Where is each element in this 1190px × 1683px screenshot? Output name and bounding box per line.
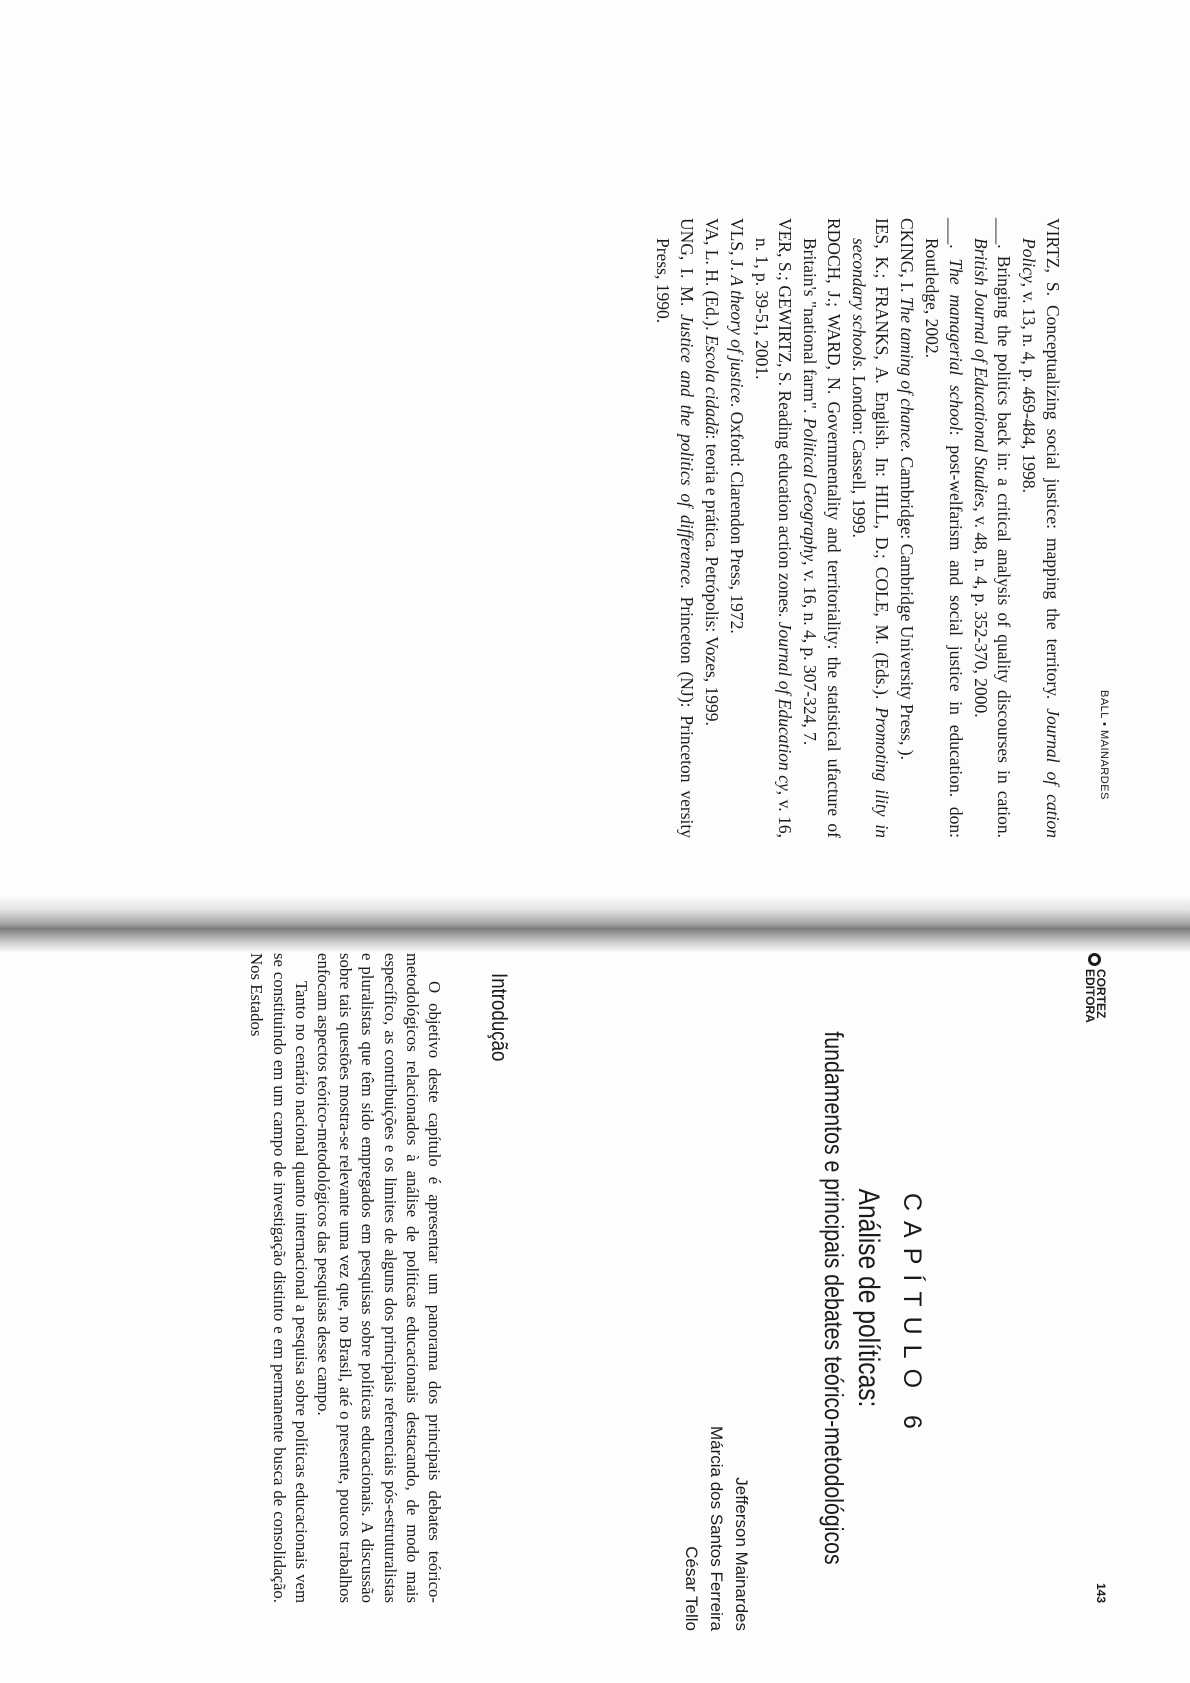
logo-line-1: CORTEZ bbox=[1094, 969, 1108, 1019]
reference-entry: VLS, J. A theory of justice. Oxford: Clarendon Press, 1972. bbox=[727, 218, 747, 634]
author-list bbox=[679, 1383, 754, 1631]
chapter-title-line-2: fundamentos e principais debates teórico-metodológicos bbox=[819, 1031, 849, 1565]
running-head: BALL • MAINARDES bbox=[1098, 690, 1110, 800]
reference-entry: RDOCH, J.; WARD, N. Governmentality and territoriality: the statistical ufacture of Britain's "national farm". Political Geography, v. 16, n. 4, p. 307-324, 7. bbox=[800, 218, 844, 838]
reference-entry: ___. The managerial school: post-welfarism and social justice in education. don: Routledge, 2002. bbox=[922, 218, 966, 839]
cortez-logo-icon bbox=[1089, 953, 1102, 966]
chapter-title-line-1: Análise de políticas: bbox=[852, 1188, 885, 1408]
chapter-title bbox=[817, 1015, 885, 1581]
reference-entry: IES, K.; FRANKS, A. English. In: HILL, D.; COLE, M. (Eds.). Promoting ility in secondary schools. London: Cassell, 1999. bbox=[849, 218, 893, 839]
reference-entry: VIRTZ, S. Conceptualizing social justice: mapping the territory. Journal of cation Policy, v. 13, n. 4, p. 469-484, 1998. bbox=[1019, 218, 1063, 838]
reference-entry: VER, S.; GEWIRTZ, S. Reading education action zones. Journal of Education cy, v. 16, n. 1, p. 39-51, 2001. bbox=[752, 218, 796, 838]
section-heading: Introdução bbox=[487, 973, 512, 1062]
author-name: César Tello bbox=[682, 1546, 701, 1631]
author-name: Jefferson Mainardes bbox=[732, 1477, 751, 1631]
logo-line-2: EDITORA bbox=[1083, 969, 1097, 1023]
book-gutter-shadow bbox=[0, 895, 1190, 953]
paragraph: O objetivo deste capítulo é apresentar um panorama dos principais debates teórico-metodológicos relacionados à análise de políticas educacionais destacando, de modo mais específico, as contribuições e os limites de alguns dos principais referenciais pós-estruturalistas e pluralistas que têm sido empregados em pesquisas sobre políticas educacionais. A discussão sobre tais questões mostra-se relevante uma vez que, no Brasil, até o presente, poucos trabalhos enfocam aspectos teórico-metodológicos das pesquisas desse campo. bbox=[313, 953, 444, 1603]
reference-list bbox=[650, 218, 1065, 838]
reference-entry: UNG, I. M. Justice and the politics of difference. Princeton (NJ): Princeton versity Press, 1990. bbox=[653, 218, 697, 838]
reference-entry: ___. Bringing the politics back in: a critical analysis of quality discourses in cation. British Journal of Educational Studies, v. 48, n. 4, p. 352-370, 2000. bbox=[971, 218, 1015, 838]
page-number: 143 bbox=[1094, 1583, 1108, 1604]
right-page bbox=[0, 953, 1190, 1683]
publisher-logo bbox=[1084, 953, 1106, 1023]
body-text bbox=[245, 953, 445, 1603]
paragraph: Tanto no cenário nacional quanto internacional a pesquisa sobre políticas educacionais vem se constituindo em um campo de investigação distinto e em permanente busca de consolidação. Nos Estados bbox=[247, 953, 311, 1603]
chapter-label: CAPÍTULO 6 bbox=[898, 1193, 926, 1439]
reference-entry: VA, L. H. (Ed.). Escola cidadã: teoria e prática. Petrópolis: Vozes, 1999. bbox=[702, 218, 722, 726]
author-name: Márcia dos Santos Ferreira bbox=[707, 1425, 726, 1631]
reference-entry: CKING, I. The taming of chance. Cambridge: Cambridge University Press, ). bbox=[897, 218, 918, 760]
